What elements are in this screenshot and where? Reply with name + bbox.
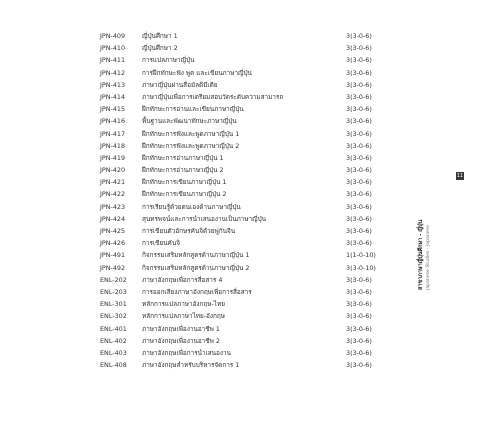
course-code: JPN-419 <box>100 153 126 162</box>
course-code: ENL-301 <box>100 300 127 309</box>
course-row <box>100 42 400 54</box>
course-title: หลักการแปลภาษาไทย-อังกฤษ <box>142 312 225 321</box>
course-title: ฝึกทักษะการเขียนภาษาญี่ปุ่น 1 <box>142 178 227 187</box>
course-credits: 3(3-0-6) <box>346 202 372 211</box>
side-caption <box>418 170 434 290</box>
course-credits: 3(3-0-6) <box>346 80 372 89</box>
course-title: การเรียนรู้ด้วยตนเองด้านภาษาญี่ปุ่น <box>142 202 241 211</box>
course-credits: 3(3-0-6) <box>346 153 372 162</box>
course-code: JPN-425 <box>100 227 126 235</box>
course-credits: 3(3-0-6) <box>346 287 372 296</box>
course-credits: 3(3-0-6) <box>346 56 372 65</box>
course-credits: 3(3-0-10) <box>346 263 376 272</box>
course-credits: 3(3-0-6) <box>346 312 372 321</box>
course-code: ENL-401 <box>100 324 127 333</box>
course-row <box>100 225 400 237</box>
course-credits: 3(3-0-6) <box>346 227 372 235</box>
course-row <box>100 115 400 127</box>
course-title: ฝึกทักษะการฟังและพูดภาษาญี่ปุ่น 1 <box>142 129 240 138</box>
course-credits: 3(3-0-6) <box>346 239 372 248</box>
course-code: JPN-424 <box>100 214 126 223</box>
course-title: ภาษาญี่ปุ่นเพื่อการเตรียมสอบวัดระดับความสามารถ <box>142 92 284 101</box>
course-row <box>100 67 400 79</box>
course-title: ฝึกทักษะการอ่านภาษาญี่ปุ่น 2 <box>142 166 224 175</box>
course-code: JPN-418 <box>100 141 126 150</box>
course-title: ฝึกทักษะการอ่านและเขียนภาษาญี่ปุ่น <box>142 105 244 114</box>
course-credits: 3(3-0-6) <box>346 129 372 138</box>
course-row <box>100 176 400 188</box>
course-row <box>100 262 400 274</box>
course-row <box>100 359 400 371</box>
course-row <box>100 286 400 298</box>
course-title: ภาษาอังกฤษเพื่องานอาชีพ 2 <box>142 336 220 345</box>
course-row <box>100 249 400 261</box>
course-credits: 3(3-0-6) <box>346 92 372 101</box>
course-credits: 3(3-0-6) <box>346 117 372 126</box>
course-code: JPN-409 <box>100 32 126 40</box>
course-credits: 1(1-0-10) <box>346 251 376 260</box>
course-row <box>100 79 400 91</box>
course-code: ENL-408 <box>100 361 127 370</box>
course-row <box>100 335 400 347</box>
section-tab-number: 11 <box>456 173 464 179</box>
course-row <box>100 310 400 322</box>
course-code: JPN-416 <box>100 117 126 126</box>
course-title: ภาษาอังกฤษเพื่องานอาชีพ 1 <box>142 324 220 333</box>
course-row <box>100 91 400 103</box>
course-credits: 3(3-0-6) <box>346 68 372 77</box>
course-title: ภาษาอังกฤษเพื่อการสื่อสาร 4 <box>142 275 223 284</box>
course-credits: 3(3-0-6) <box>346 275 372 284</box>
course-credits: 3(3-0-6) <box>346 361 372 370</box>
course-credits: 3(3-0-6) <box>346 336 372 345</box>
course-code: JPN-423 <box>100 202 126 211</box>
course-code: JPN-491 <box>100 251 126 260</box>
course-row <box>100 140 400 152</box>
course-title: ญี่ปุ่นศึกษา 1 <box>142 32 178 40</box>
course-code: JPN-417 <box>100 129 126 138</box>
course-credits: 3(3-0-6) <box>346 190 372 199</box>
course-title: ภาษาญี่ปุ่นผ่านสื่อมัลติมีเดีย <box>142 80 218 89</box>
course-row <box>100 188 400 200</box>
side-caption-main: สาขาภาษาญี่ปุ่นศึกษา - ญี่ปุ่น <box>418 219 424 290</box>
course-title: หลักการแปลภาษาอังกฤษ-ไทย <box>142 300 225 309</box>
course-row <box>100 152 400 164</box>
course-table <box>100 30 400 371</box>
course-code: ENL-402 <box>100 336 127 345</box>
course-credits: 3(3-0-6) <box>346 300 372 309</box>
course-credits: 3(3-0-6) <box>346 348 372 357</box>
course-code: JPN-421 <box>100 178 126 187</box>
course-credits: 3(3-0-6) <box>346 105 372 114</box>
course-credits: 3(3-0-6) <box>346 214 372 223</box>
course-code: ENL-203 <box>100 287 127 296</box>
course-row <box>100 347 400 359</box>
course-row <box>100 103 400 115</box>
course-code: JPN-492 <box>100 263 126 272</box>
side-caption-sub: Japanese Studies - Japanese <box>426 225 431 290</box>
course-title: กิจกรรมเสริมหลักสูตรด้านภาษาญี่ปุ่น 1 <box>142 251 250 260</box>
course-credits: 3(3-0-6) <box>346 324 372 333</box>
course-code: JPN-426 <box>100 239 126 248</box>
course-row <box>100 164 400 176</box>
course-credits: 3(3-0-6) <box>346 32 372 40</box>
course-code: JPN-420 <box>100 166 126 175</box>
course-title: การแปลภาษาญี่ปุ่น <box>142 56 195 65</box>
course-row <box>100 323 400 335</box>
course-code: ENL-403 <box>100 348 127 357</box>
course-title: ภาษาอังกฤษสำหรับบริหารจัดการ 1 <box>142 361 240 370</box>
course-title: การเขียนคันจิ <box>142 239 180 248</box>
course-title: การเขียนตัวอักษรคันจิด้วยพู่กันจีน <box>142 227 236 235</box>
course-title: ญี่ปุ่นศึกษา 2 <box>142 44 178 53</box>
course-code: JPN-412 <box>100 68 126 77</box>
course-row <box>100 213 400 225</box>
course-code: JPN-410 <box>100 44 126 53</box>
course-code: JPN-413 <box>100 80 126 89</box>
course-title: สุนทรพจน์และการนำเสนองานเป็นภาษาญี่ปุ่น <box>142 214 267 223</box>
course-row <box>100 298 400 310</box>
course-code: JPN-414 <box>100 92 126 101</box>
course-credits: 3(3-0-6) <box>346 166 372 175</box>
course-row <box>100 274 400 286</box>
course-title: การออกเสียงภาษาอังกฤษเพื่อการสื่อสาร <box>142 287 252 296</box>
course-title: การฝึกทักษะฟัง พูด และเขียนภาษาญี่ปุ่น <box>142 68 252 77</box>
course-title: ฝึกทักษะการเขียนภาษาญี่ปุ่น 2 <box>142 190 227 199</box>
course-credits: 3(3-0-6) <box>346 178 372 187</box>
course-title: ฝึกทักษะการฟังและพูดภาษาญี่ปุ่น 2 <box>142 141 240 150</box>
course-code: ENL-302 <box>100 312 127 321</box>
course-code: JPN-411 <box>100 56 126 65</box>
course-row <box>100 54 400 66</box>
course-code: ENL-202 <box>100 275 127 284</box>
course-row <box>100 201 400 213</box>
course-credits: 3(3-0-6) <box>346 141 372 150</box>
course-row <box>100 237 400 249</box>
course-code: JPN-422 <box>100 190 126 199</box>
course-title: พื้นฐานและพัฒนาทักษะภาษาญี่ปุ่น <box>142 117 237 126</box>
course-code: JPN-415 <box>100 105 126 114</box>
course-credits: 3(3-0-6) <box>346 44 372 53</box>
course-title: ฝึกทักษะการอ่านภาษาญี่ปุ่น 1 <box>142 153 224 162</box>
course-title: ภาษาอังกฤษเพื่อการนำเสนองาน <box>142 348 231 357</box>
course-row <box>100 30 400 42</box>
course-title: กิจกรรมเสริมหลักสูตรด้านภาษาญี่ปุ่น 2 <box>142 263 250 272</box>
course-row <box>100 128 400 140</box>
